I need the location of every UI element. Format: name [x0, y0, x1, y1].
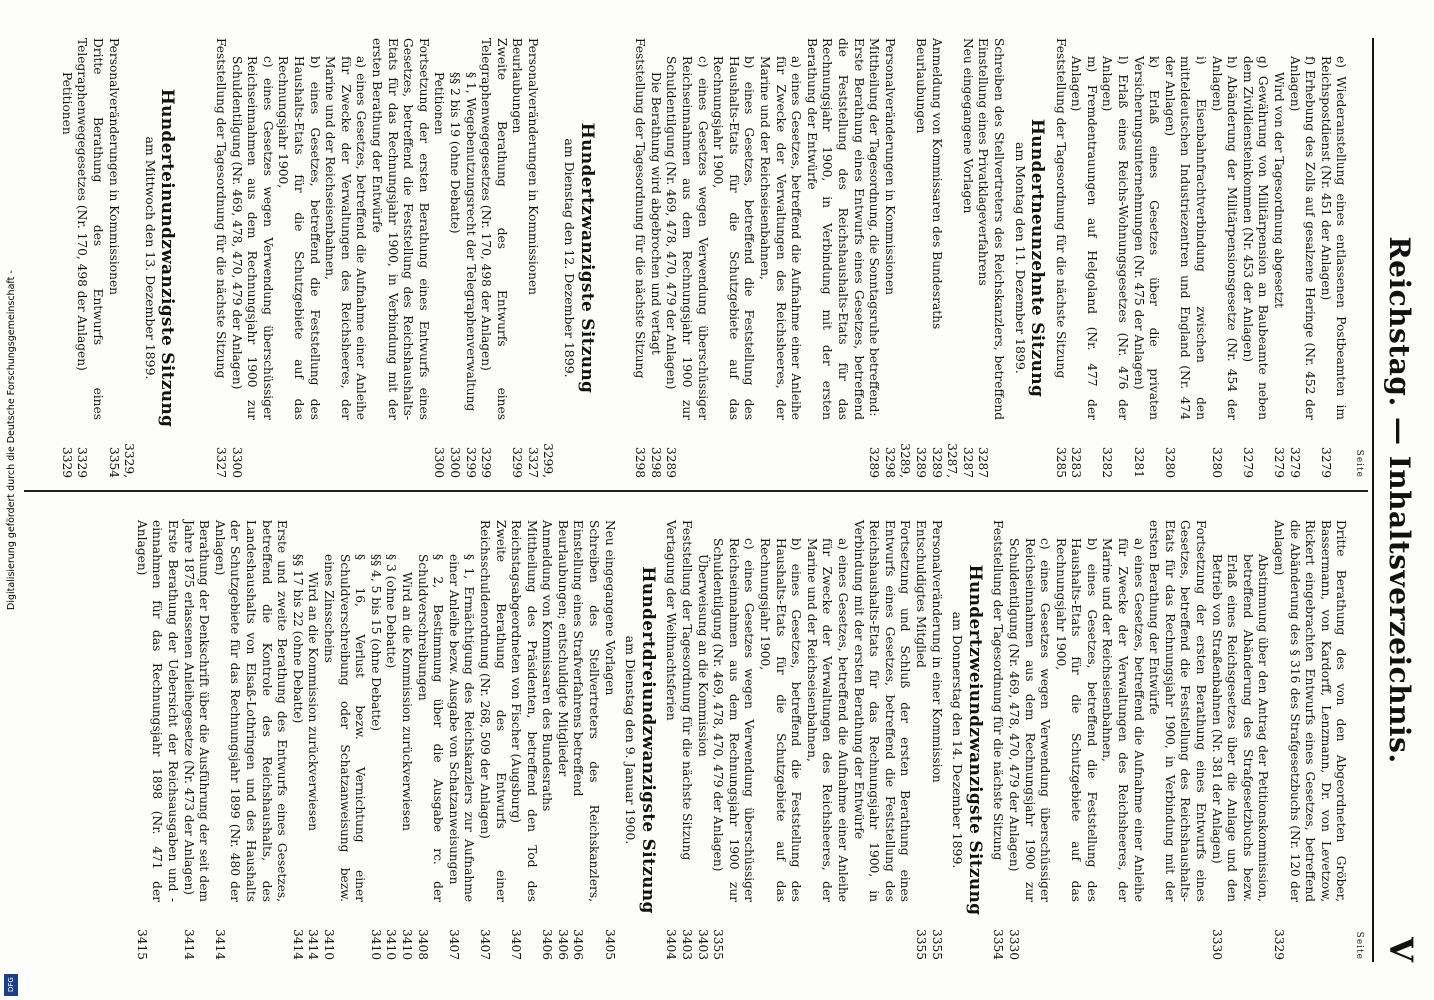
toc-entry-text: Abstimmung über den Antrag der Petitionskommission, betreffend Abänderung des Strafgesetzbuchs bezw. Erlaß eines Reichsgesetzes über die Anlage und den Betrieb von Straßenbahnen (Nr. 381 der Anlagen)	[1209, 554, 1271, 902]
toc-entry-page: 3287	[976, 446, 991, 478]
toc-entry	[632, 38, 648, 478]
toc-entry-text: b) eines Gesetzes, betreffend die Feststellung des Haushalts-Etats für die Schutzgebiete auf das Rechnungsjahr 1900,	[1053, 538, 1099, 902]
toc-entry	[866, 38, 882, 478]
toc-entry-page: 3287, 3289	[929, 443, 960, 478]
toc-entry	[959, 38, 975, 478]
toc-entry-text: Überweisung an die Kommission	[695, 554, 710, 757]
toc-entry-page: 3406	[540, 928, 555, 960]
toc-entry	[508, 520, 539, 960]
session-date: am Dienstag den 9. Januar 1900.	[623, 635, 639, 845]
toc-entry	[1052, 520, 1099, 960]
toc-entry	[1052, 38, 1068, 478]
toc-entry-page: 3406	[571, 928, 586, 960]
toc-entry	[133, 520, 180, 960]
toc-entry-page: 3285	[1053, 446, 1068, 478]
toc-entry-page: 3279	[1318, 446, 1333, 478]
toc-entry	[509, 38, 525, 478]
toc-entry-text: § 1, Wegebenutzungsrecht der Telegraphenverwaltung	[463, 72, 478, 412]
toc-entry-page: 3300	[229, 446, 244, 478]
toc-entry-text: Fortsetzung der ersten Berathung eines Entwurfs eines Gesetzes, betreffend die Feststellung des Reichshaushalts-Etats für das Rechnungsjahr 1900, in Verbindung mit der ersten Berathung der Entwürfe	[369, 38, 431, 420]
toc-entry-text: c) eines Gesetzes wegen Verwendung überschüssiger Reichseinnahmen aus dem Rechnungsjahr 1900 zur Schuldentilgung (Nr. 469, 478, 470, 479 der Anlagen)	[1006, 538, 1053, 902]
toc-entry-text: Feststellung der Tagesordnung für die nächste Sitzung	[1053, 38, 1068, 379]
footer-strip	[0, 0, 24, 1000]
toc-entry-text: Entschuldigtes Mitglied	[913, 520, 928, 668]
toc-entry-text: a) eines Gesetzes, betreffend die Aufnahme einer Anleihe für Zwecke der Verwaltungen des Reichsheeres, der Marine und der Reichseisenbahnen,	[758, 56, 804, 420]
toc-entry-text: l) Erlaß eines Reichs-Wohnungsgesetzes (Nr. 476 der Anlagen)	[1100, 56, 1131, 420]
toc-entry-text: c) eines Gesetzes wegen Verwendung überschüssiger Reichseinnahmen aus dem Rechnungsjahr 1900 zur Schuldentilgung (Nr. 469, 478, 470, 479 der Anlagen)	[664, 56, 710, 420]
toc-entry-page: 3299, 3327	[525, 443, 556, 478]
toc-entry-text: §§ 17 bis 22 (ohne Debatte)	[290, 554, 305, 724]
toc-entry-page: 3414	[290, 928, 305, 960]
toc-entry	[478, 38, 509, 478]
toc-entry	[212, 38, 228, 478]
toc-entry-text: b) eines Gesetzes, betreffend die Feststellung des Haushalts-Etats für die Schutzgebiete auf das Rechnungsjahr 1900,	[711, 56, 757, 420]
dfg-logo: DFG	[4, 974, 18, 996]
toc-entry-text: Vertagung der Weihnachtsferien	[664, 520, 679, 721]
toc-entry	[850, 520, 912, 960]
toc-entry	[912, 520, 928, 960]
toc-entry-text: g) Gewährung von Militärpension an Baubeamte neben dem Zivildiensteinkommen (Nr. 453 der Anlagen)	[1240, 56, 1271, 420]
toc-entry-text: Erste Berathung eines Entwurfs eines Gesetzes, betreffend die Feststellung des Reichshaushalts-Etats für das Rechnungsjahr 1900, in Verbindung mit der ersten Berathung der Entwürfe	[804, 38, 866, 420]
toc-entry-page: 3329	[75, 446, 90, 478]
toc-entry-page: 3279	[1240, 446, 1255, 478]
toc-entry	[445, 520, 476, 960]
toc-entry	[1099, 520, 1146, 960]
toc-entry	[1099, 38, 1130, 478]
toc-entry	[431, 38, 447, 478]
toc-entry-text: Feststellung der Tagesordnung für die nächste Sitzung	[991, 520, 1006, 861]
toc-entry-page: 3354	[991, 928, 1006, 960]
toc-entry-page: 3414	[306, 928, 321, 960]
session-heading: Hundertneunzehnte Sitzung	[1027, 118, 1048, 398]
toc-entry-page: 3410	[399, 928, 414, 960]
session-heading: Hundertdreiundzwanzigste Sitzung	[637, 566, 658, 914]
toc-entry-text: Fortsetzung der ersten Berathung eines Entwurfs eines Gesetzes, betreffend die Feststellung des Reichshaushalts-Etats für das Rechnungsjahr 1900, in Verbindung mit der ersten Berathung der Entwürfe	[1147, 520, 1209, 902]
toc-entry	[275, 38, 322, 478]
page-header	[1372, 38, 1422, 962]
toc-entry-text: b) eines Gesetzes, betreffend die Feststellung des Haushalts-Etats für die Schutzgebiete auf das Rechnungsjahr 1900,	[276, 56, 322, 420]
toc-entry-page: 3404	[664, 928, 679, 960]
toc-entry	[756, 520, 803, 960]
toc-entry-text: Petitionen	[59, 72, 74, 135]
toc-entry-text: c) eines Gesetzes wegen Verwendung überschüssiger Reichseinnahmen aus dem Rechnungsjahr 1900 zur Schuldentilgung (Nr. 469, 478, 470, 479 der Anlagen)	[229, 56, 275, 420]
toc-entry	[663, 520, 679, 960]
toc-entry	[710, 520, 757, 960]
toc-entry-page: 3300	[447, 446, 462, 478]
toc-entry	[803, 520, 850, 960]
toc-entry-page: 3407	[446, 928, 461, 960]
toc-entry-text: a) eines Gesetzes, betreffend die Aufnahme einer Anleihe für Zwecke der Verwaltungen des Reichsheeres, der Marine und der Reichseisenbahnen,	[323, 56, 369, 420]
toc-entry	[476, 520, 507, 960]
toc-entry-page: 3289	[867, 446, 882, 478]
toc-entry-text: Anmeldung von Kommissaren des Bundesraths	[540, 520, 555, 812]
toc-entry	[462, 38, 478, 478]
toc-entry-text: Beurlaubungen	[913, 38, 928, 134]
toc-entry-page: 3298	[648, 446, 663, 478]
session-date: am Donnerstag den 14. Dezember 1899.	[950, 611, 966, 869]
toc-entry	[803, 38, 865, 478]
toc-entry	[414, 520, 445, 960]
toc-entry	[289, 520, 305, 960]
toc-entry-text: Beurlaubungen; entschuldigte Mitglieder	[555, 520, 570, 777]
toc-entry-text: Fortsetzung und Schluß der ersten Berathung eines Entwurfs eines Gesetzes, betreffend die Feststellung des Reichshaushalts-Etats für das Rechnungsjahr 1900, in Verbindung mit der ersten Berathung der Entwürfe	[851, 520, 913, 902]
toc-entry-page: 3330	[1006, 928, 1021, 960]
toc-entry	[320, 520, 367, 960]
toc-entry-text: Anmeldung von Kommissaren des Bundesraths	[929, 38, 944, 330]
toc-entry-page: 3405	[602, 928, 617, 960]
digitization-note: Digitalisierung gefördert durch die Deutsche Forschungsgemeinschaft -	[6, 270, 17, 610]
toc-entry-text: Zweite Berathung des Entwurfs eines Telegraphenwegegesetzes (Nr. 170, 498 der Anlagen)	[479, 38, 509, 420]
toc-entry-page: 3299	[510, 446, 525, 478]
toc-entry-text: Mittheilung des Präsidenten, betreffend den Tod des Reichstagsabgeordneten von Fischer (Augsburg)	[509, 520, 539, 902]
toc-entry	[368, 38, 430, 478]
session-date: am Montag den 11. Dezember 1899.	[1012, 142, 1028, 374]
toc-entry-text: §§ 2 bis 19 (ohne Debatte)	[447, 72, 462, 234]
toc-entry-text: §§ 4, 5 bis 15 (ohne Debatte)	[368, 554, 383, 732]
toc-entry-text: Berathung der Denkschrift über die Ausführung der seit dem Jahre 1875 erlassenen Anleihegesetze (Nr. 473 der Anlagen)	[181, 520, 212, 902]
running-title: Reichstag. — Inhaltsverzeichnis.	[1383, 236, 1416, 764]
toc-entry	[398, 520, 414, 960]
toc-entry-text: Dritte Berathung des von den Abgeordneten Gröber, Bassermann, von Kardorff, Lenzmann, Dr. von Levetzow, Rickert eingebrachten Entwurfs eines Gesetzes, betreffend die Abänderung des § 316 des Strafgesetzbuchs (Nr. 120 der Anlagen)	[1272, 520, 1349, 902]
toc-entry-page: 3415	[134, 928, 149, 960]
toc-entry-page: 3280	[1209, 446, 1224, 478]
toc-entry	[975, 38, 1006, 478]
toc-entry	[912, 38, 928, 478]
toc-entry-page: 3300	[432, 446, 447, 478]
toc-entry	[211, 520, 289, 960]
toc-entry-text: Erste und zweite Berathung des Entwurfs eines Gesetzes, betreffend die Kontrole des Reichshaushalts, des Landeshaushalts von Elsaß-Lothringen und des Haushalts der Schutzgebiete für das Rechnungsjahr 1899 (Nr. 480 der Anlagen)	[212, 520, 290, 902]
toc-entry-page: 3287	[960, 446, 975, 478]
toc-entry-text: Schreiben des Stellvertreters des Reichskanzlers, Einstellung eines Strafverfahrens betreffend	[571, 520, 602, 902]
toc-entry-page: 3280	[1162, 446, 1177, 478]
session-heading: Hunderteinundzwanzigste Sitzung	[157, 88, 178, 428]
seite-label: Seite	[1354, 931, 1364, 960]
toc-entry	[367, 520, 383, 960]
toc-entry-text: Neu eingegangene Vorlagen	[960, 38, 975, 214]
toc-entry-page: 3410	[368, 928, 383, 960]
toc-entry-text: Beurlaubungen	[510, 38, 525, 134]
toc-entry-text: Personalveränderung in einer Kommission	[929, 520, 944, 783]
toc-entry-text: m) Fremdentrauungen auf Helgoland (Nr. 477 der Anlagen)	[1069, 56, 1099, 420]
toc-entry-page: 3289	[913, 446, 928, 478]
toc-entry	[1130, 38, 1161, 478]
toc-entry-text: § 1, Ermächtigung des Reichskanzlers zur Aufnahme einer Anleihe bezw. Ausgabe von Schatzanweisungen	[446, 554, 477, 902]
toc-entry	[1317, 38, 1348, 478]
session-heading: Hundertzweiundzwanzigste Sitzung	[964, 564, 985, 916]
toc-entry-text: Zweite Berathung des Entwurfs einer Reichsschuldenordnung (Nr. 268, 509 der Anlagen)	[477, 520, 508, 902]
left-column	[26, 38, 1366, 478]
toc-entry-page: 3410	[384, 928, 399, 960]
toc-entry-page: 3299	[479, 446, 494, 478]
toc-entry-page: 3329	[1272, 928, 1287, 960]
toc-entry-text: Schreiben des Stellvertreters des Reichskanzlers, betreffend Einstellung eines Privatklageverfahrens	[976, 38, 1006, 420]
toc-entry-text: Die Berathung wird abgebrochen und vertagt	[648, 72, 663, 355]
toc-entry-text: Feststellung der Tagesordnung für die nächste Sitzung	[214, 38, 229, 379]
toc-entry	[601, 520, 617, 960]
toc-entry-text: Feststellung der Tagesordnung für die nächste Sitzung	[633, 38, 648, 379]
toc-entry-page: 3355	[929, 928, 944, 960]
toc-entry-page: 3330	[1209, 928, 1224, 960]
toc-entry	[554, 520, 570, 960]
section-spacer	[182, 38, 212, 478]
toc-entry-text: a) eines Gesetzes, betreffend die Aufnahme einer Anleihe für Zwecke der Verwaltungen des Reichsheeres, der Marine und der Reichseisenbahnen,	[804, 538, 850, 902]
toc-entry	[1208, 520, 1270, 960]
toc-entry	[305, 520, 321, 960]
toc-entry-page: 3408	[415, 928, 430, 960]
toc-entry	[1208, 38, 1239, 478]
toc-entry	[524, 38, 555, 478]
toc-entry-page: 3407	[477, 928, 492, 960]
toc-entry-text: Petitionen	[432, 72, 447, 135]
seite-label: Seite	[1354, 449, 1364, 478]
toc-entry	[1286, 38, 1317, 478]
toc-entry	[1005, 520, 1052, 960]
toc-entry-text: Personalveränderungen in Kommissionen	[106, 38, 121, 296]
toc-entry-page: 3329, 3354	[106, 443, 137, 478]
toc-entry	[1239, 38, 1270, 478]
toc-entry-page: 3298	[633, 446, 648, 478]
toc-entry	[694, 520, 710, 960]
toc-entry-text: § 3 (ohne Debatte)	[384, 554, 399, 669]
toc-entry-page: 3327	[214, 446, 229, 478]
toc-entry-page: 3289	[664, 446, 679, 478]
toc-entry	[383, 520, 399, 960]
toc-entry-text: b) eines Gesetzes, betreffend die Feststellung des Haushalts-Etats für die Schutzgebiete auf das Rechnungsjahr 1900,	[758, 538, 804, 902]
toc-entry	[928, 520, 944, 960]
toc-entry-text: Personalveränderungen in Kommissionen	[525, 38, 540, 296]
toc-entry-page: 3282	[1100, 446, 1115, 478]
toc-entry-page: 3279	[1272, 446, 1287, 478]
toc-entry	[1146, 520, 1208, 960]
toc-entry-text: Wird an die Kommission zurückverwiesen	[306, 572, 321, 832]
page-number: V	[1382, 937, 1420, 962]
toc-entry-page: 3355	[711, 928, 726, 960]
toc-entry-text: § 2, Bestimmung über die Ausgabe rc. der Schuldverschreibungen	[415, 554, 446, 902]
toc-entry-text: Feststellung der Tagesordnung für die nächste Sitzung	[680, 520, 695, 861]
toc-entry	[105, 38, 136, 478]
toc-entry-text: e) Wiederanstellung eines entlassenen Postbeamten im Reichspostdienst (Nr. 451 der Anlagen)	[1318, 56, 1349, 420]
toc-entry	[1161, 38, 1208, 478]
toc-entry	[180, 520, 211, 960]
toc-entry	[710, 38, 757, 478]
toc-entry	[74, 38, 105, 478]
toc-entry-page: 3406	[555, 928, 570, 960]
toc-entry-text: § 16, Verlust bezw. Vernichtung einer Schuldverschreibung oder Schatzanweisung bezw. eines Zinsscheins	[322, 554, 368, 902]
toc-entry	[228, 38, 275, 478]
toc-entry-text: Wird von der Tagesordnung abgesetzt	[1272, 72, 1287, 309]
toc-entry	[1270, 38, 1286, 478]
toc-entry-page: 3403	[680, 928, 695, 960]
session-heading: Hundertzwanzigste Sitzung	[576, 122, 597, 394]
session-date: am Dienstag den 12. Dezember 1899.	[562, 138, 578, 378]
toc-entry	[1068, 38, 1099, 478]
toc-entry-text: Erste Berathung der Uebersicht der Reichsausgaben und -einnahmen für das Rechnungsjahr 1898 (Nr. 471 der Anlagen)	[134, 520, 181, 902]
toc-entry-text: Neu eingegangene Vorlagen	[602, 520, 617, 696]
toc-entry-page: 3355	[913, 928, 928, 960]
toc-entry-text: i) Eisenbahnfrachtverbindung zwischen den mitteldeutschen Industriezentren und England (Nr. 474 der Anlagen)	[1162, 56, 1209, 420]
toc-entry	[322, 38, 369, 478]
toc-entry-page: 3281	[1131, 446, 1146, 478]
session-date: am Mittwoch den 13. Dezember 1899.	[142, 136, 158, 380]
toc-entry-page: 3289, 3298	[882, 443, 913, 478]
toc-entry	[990, 520, 1006, 960]
toc-entry-text: Personalveränderungen in Kommissionen	[882, 38, 897, 296]
toc-entry-page: 3414	[212, 928, 227, 960]
toc-entry-page: 3283	[1069, 446, 1084, 478]
toc-entry	[928, 38, 959, 478]
toc-entry-page: 3410	[322, 928, 336, 960]
toc-entry-text: f) Erhebung des Zolls auf gesalzene Heringe (Nr. 452 der Anlagen)	[1287, 56, 1318, 420]
toc-entry-text: k) Erlaß eines Gesetzes über die privaten Versicherungsunternehmungen (Nr. 475 der Anlagen)	[1131, 56, 1162, 420]
toc-entry	[446, 38, 462, 478]
section-spacer	[602, 38, 632, 478]
toc-entry-page: 3403	[695, 928, 710, 960]
toc-entry-page: 3407	[509, 928, 524, 960]
column-divider	[24, 490, 1368, 492]
toc-entry-page: 3329	[59, 446, 74, 478]
toc-entry	[570, 520, 601, 960]
toc-entry-page: 3279	[1287, 446, 1302, 478]
toc-entry-page: 3414	[181, 928, 196, 960]
toc-entry	[663, 38, 710, 478]
toc-entry	[881, 38, 912, 478]
toc-entry-text: c) eines Gesetzes wegen Verwendung überschüssiger Reichseinnahmen aus dem Rechnungsjahr 1900 zur Schuldentilgung (Nr. 469, 478, 470, 479 der Anlagen)	[711, 538, 757, 902]
toc-entry	[1270, 520, 1348, 960]
toc-entry-page: 3299	[463, 446, 478, 478]
toc-entry	[539, 520, 555, 960]
toc-entry	[647, 38, 663, 478]
toc-entry	[678, 520, 694, 960]
toc-entry-text: Mittheilung der Tagesordnung, die Sonntagsruhe betreffend:	[867, 38, 882, 417]
toc-entry	[756, 38, 803, 478]
toc-entry-text: a) eines Gesetzes, betreffend die Aufnahme einer Anleihe für Zwecke der Verwaltungen des Reichsheeres, der Marine und der Reichseisenbahnen,	[1100, 538, 1146, 902]
right-column	[26, 520, 1366, 960]
toc-entry	[58, 38, 74, 478]
toc-entry-text: h) Abänderung der Militärpensionsgesetze (Nr. 454 der Anlagen)	[1209, 56, 1240, 420]
toc-entry-text: Dritte Berathung des Entwurfs eines Telegraphenwegegesetzes (Nr. 170, 498 der Anlagen)	[75, 38, 106, 420]
toc-entry-text: Wird an die Kommission zurückverwiesen	[399, 572, 414, 832]
